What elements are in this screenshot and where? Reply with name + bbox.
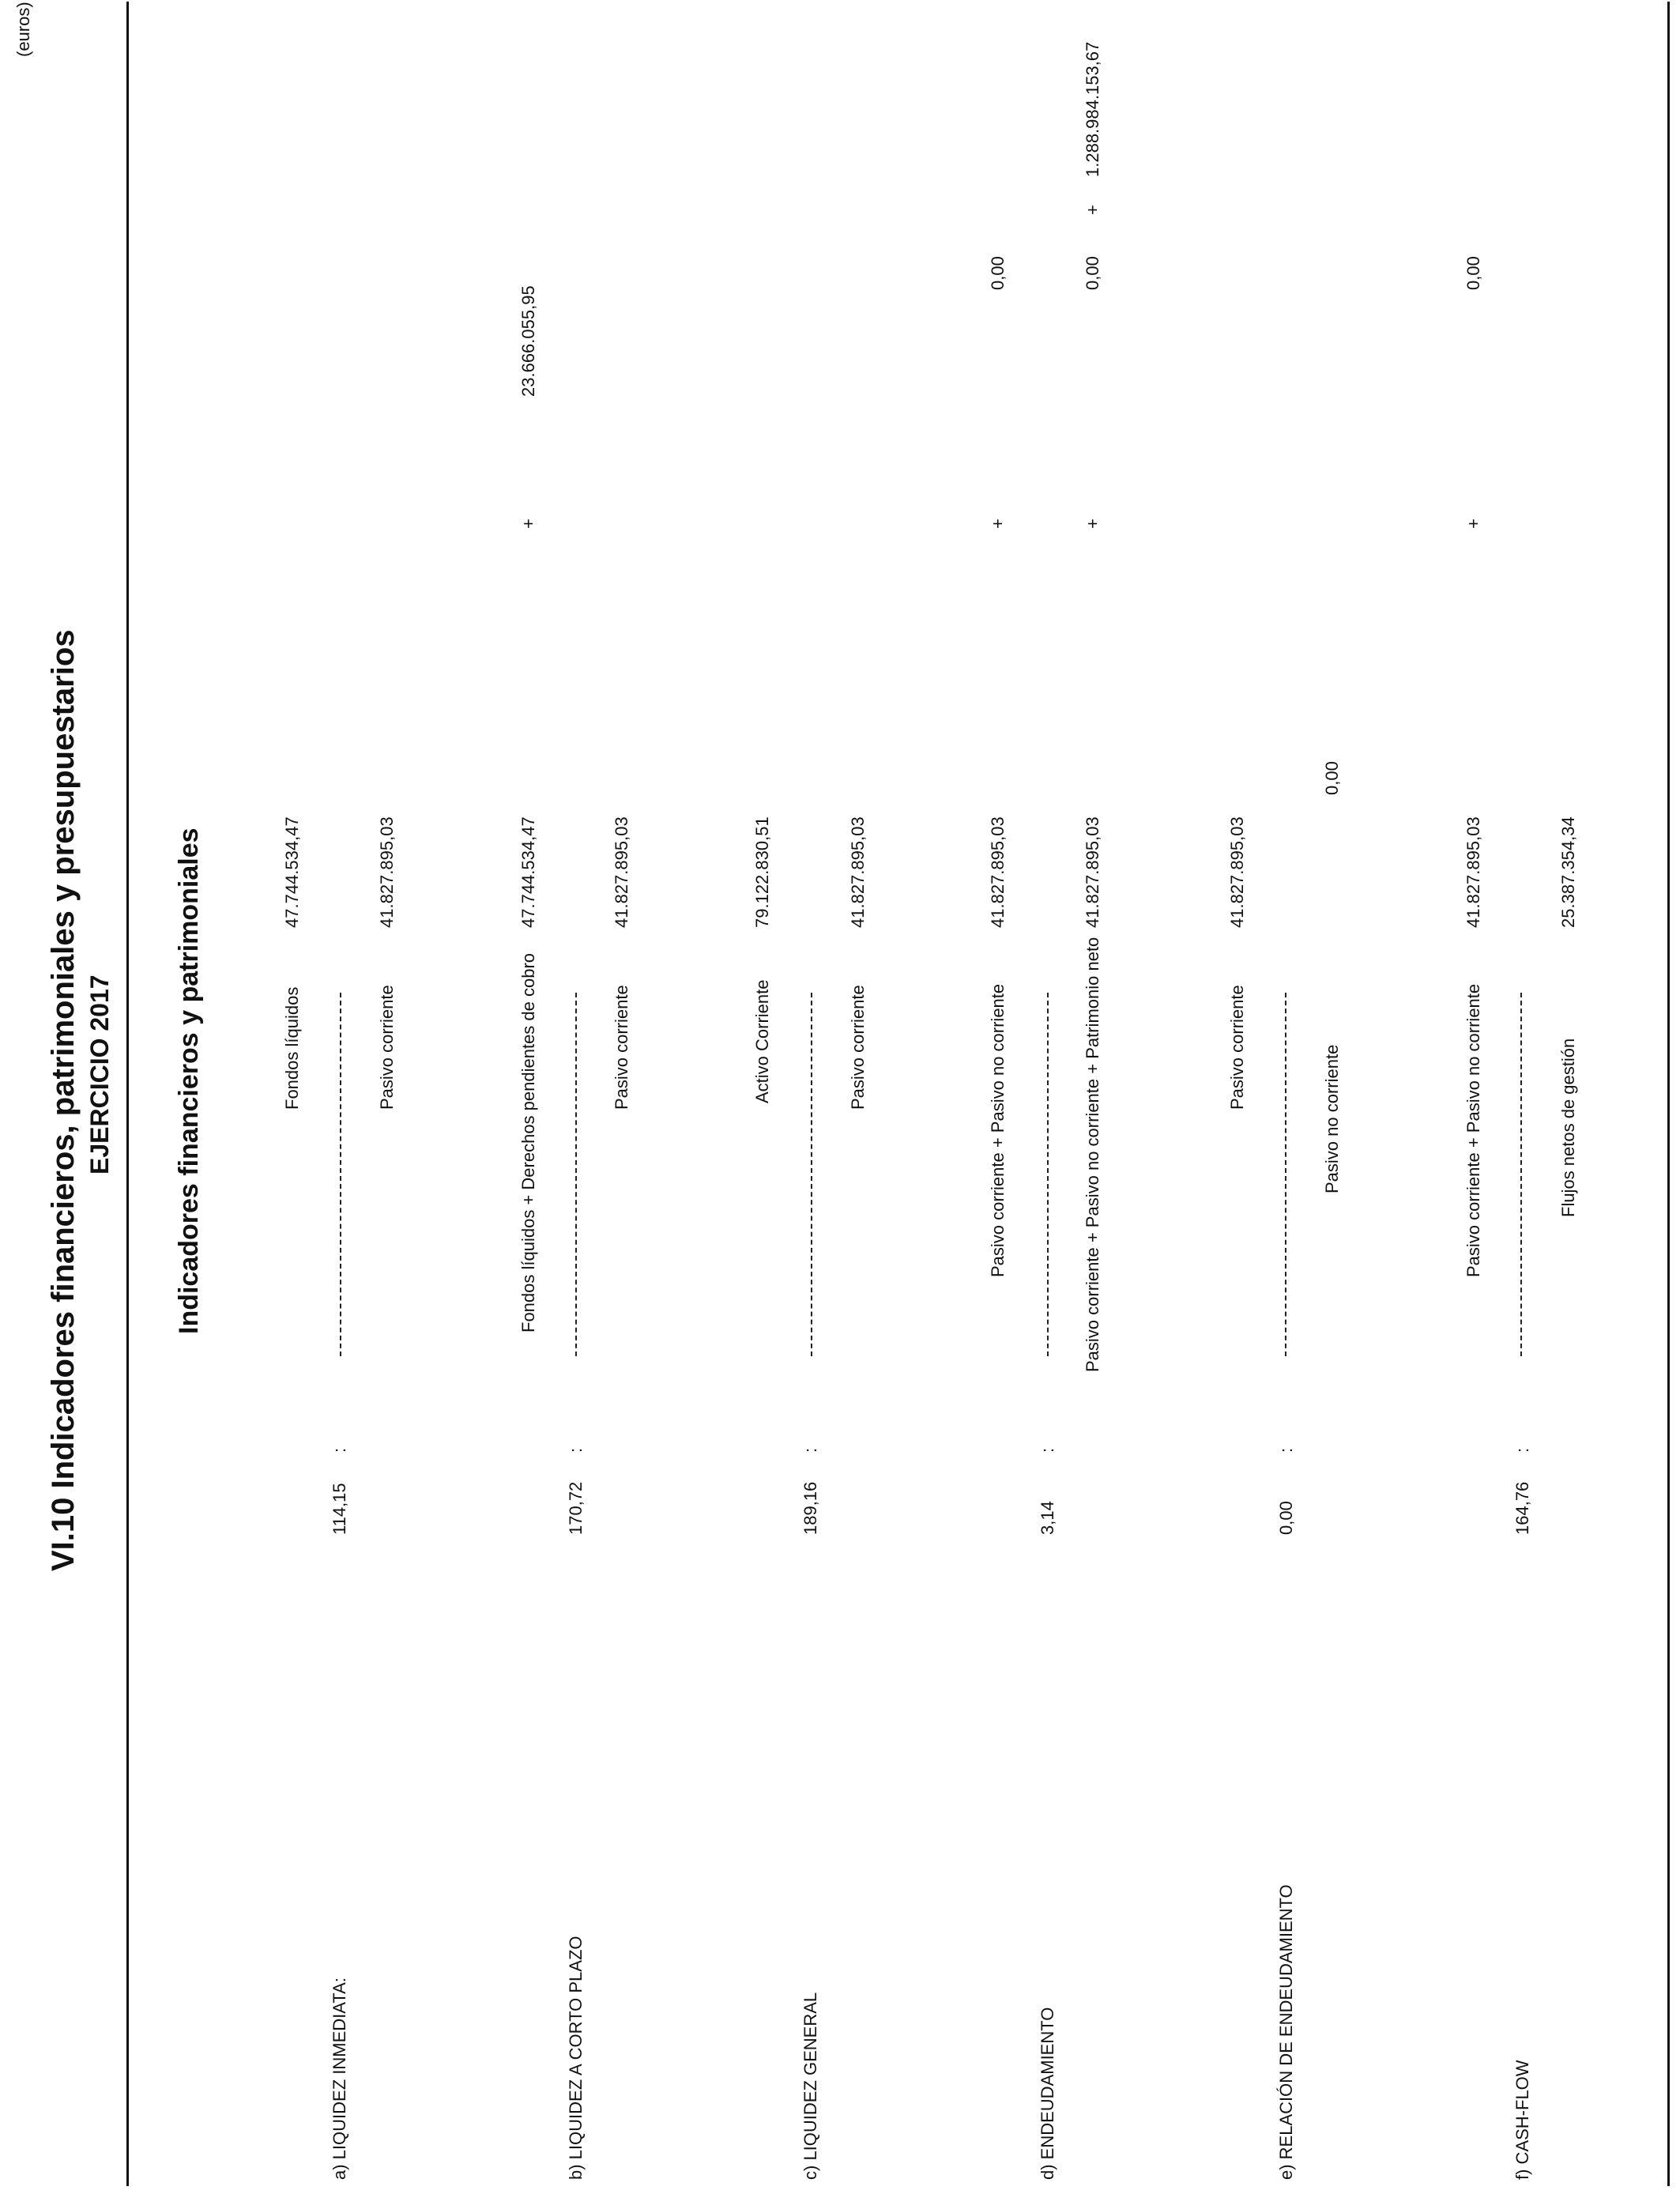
indicator-value: 3,14 [1038, 1501, 1057, 1535]
indicator-separator: : [1512, 1447, 1532, 1453]
denominator-operator: + [1083, 205, 1102, 215]
indicator-value: 0,00 [1276, 1501, 1296, 1535]
fraction-line [1285, 993, 1286, 1356]
numerator-operator: + [988, 518, 1008, 529]
denominator-value: 41.827.895,03 [848, 816, 868, 928]
denominator-value: 0,00 [1322, 761, 1342, 795]
indicator-value: 170,72 [566, 1481, 586, 1535]
indicator-separator: : [566, 1447, 586, 1453]
denominator-formula: Pasivo corriente [848, 985, 868, 1110]
fraction-line [1047, 993, 1049, 1356]
fraction-line [811, 993, 812, 1356]
numerator-formula: Activo Corriente [752, 979, 772, 1103]
numerator-formula: Fondos líquidos + Derechos pendientes de cobro [518, 952, 538, 1333]
numerator-formula: Pasivo corriente + Pasivo no corriente [988, 983, 1008, 1277]
numerator-value: 41.827.895,03 [988, 816, 1008, 928]
fraction-line [340, 993, 341, 1356]
numerator-value: 41.827.895,03 [1227, 816, 1247, 928]
numerator-value: 79.122.830,51 [752, 816, 772, 928]
indicator-separator: : [330, 1447, 349, 1453]
indicator-label: f) CASH-FLOW [1512, 2060, 1532, 2180]
indicator-value: 114,15 [330, 1483, 349, 1535]
numerator-value: 47.744.534,47 [282, 816, 302, 928]
indicator-label: d) ENDEUDAMIENTO [1038, 2007, 1057, 2180]
denominator-value: 41.827.895,03 [1083, 816, 1102, 928]
numerator-value: 0,00 [1463, 256, 1483, 290]
denominator-formula: Pasivo no corriente [1322, 1044, 1342, 1193]
denominator-value: 41.827.895,03 [612, 816, 631, 928]
numerator-formula: Pasivo corriente [1227, 985, 1247, 1110]
numerator-operator: + [518, 518, 538, 529]
numerator-value: 41.827.895,03 [1463, 816, 1483, 928]
numerator-formula: Fondos líquidos [282, 986, 302, 1110]
indicator-label: b) LIQUIDEZ A CORTO PLAZO [566, 1936, 586, 2180]
numerator-value: 47.744.534,47 [518, 816, 538, 928]
denominator-formula: Flujos netos de gestión [1558, 1038, 1578, 1217]
numerator-value: 23.666.055,95 [518, 285, 538, 397]
indicator-separator: : [1276, 1447, 1296, 1453]
top-rule [126, 2, 129, 2186]
denominator-formula: Pasivo corriente [612, 985, 631, 1110]
indicator-value: 189,16 [800, 1481, 820, 1535]
denominator-formula: Pasivo corriente [377, 985, 397, 1110]
section-title: Indicadores financieros y patrimoniales [174, 827, 204, 1334]
numerator-operator: + [1463, 518, 1483, 529]
denominator-operator: + [1083, 518, 1102, 529]
indicator-label: e) RELACIÓN DE ENDEUDAMIENTO [1276, 1884, 1296, 2180]
numerator-value: 0,00 [988, 256, 1008, 290]
indicator-label: c) LIQUIDEZ GENERAL [800, 1992, 820, 2180]
indicator-separator: : [1038, 1447, 1057, 1453]
denominator-value: 41.827.895,03 [377, 816, 397, 928]
fraction-line [1520, 993, 1522, 1356]
denominator-formula: Pasivo corriente + Pasivo no corriente + Patrimonio neto [1083, 937, 1102, 1372]
indicator-value: 164,76 [1512, 1481, 1532, 1535]
indicator-separator: : [800, 1447, 820, 1453]
units-label: (euros) [13, 2, 33, 57]
fraction-line [575, 993, 577, 1356]
numerator-formula: Pasivo corriente + Pasivo no corriente [1463, 983, 1483, 1277]
denominator-value: 1.288.984.153,67 [1083, 41, 1102, 177]
indicator-label: a) LIQUIDEZ INMEDIATA: [330, 1977, 349, 2180]
denominator-value: 25.387.354,34 [1558, 816, 1578, 928]
report-title: VI.10 Indicadores financieros, patrimoniales y presupuestarios [46, 629, 81, 1571]
bottom-rule [1667, 2, 1670, 2186]
denominator-value: 0,00 [1083, 256, 1102, 290]
report-subtitle: EJERCICIO 2017 [85, 974, 114, 1174]
